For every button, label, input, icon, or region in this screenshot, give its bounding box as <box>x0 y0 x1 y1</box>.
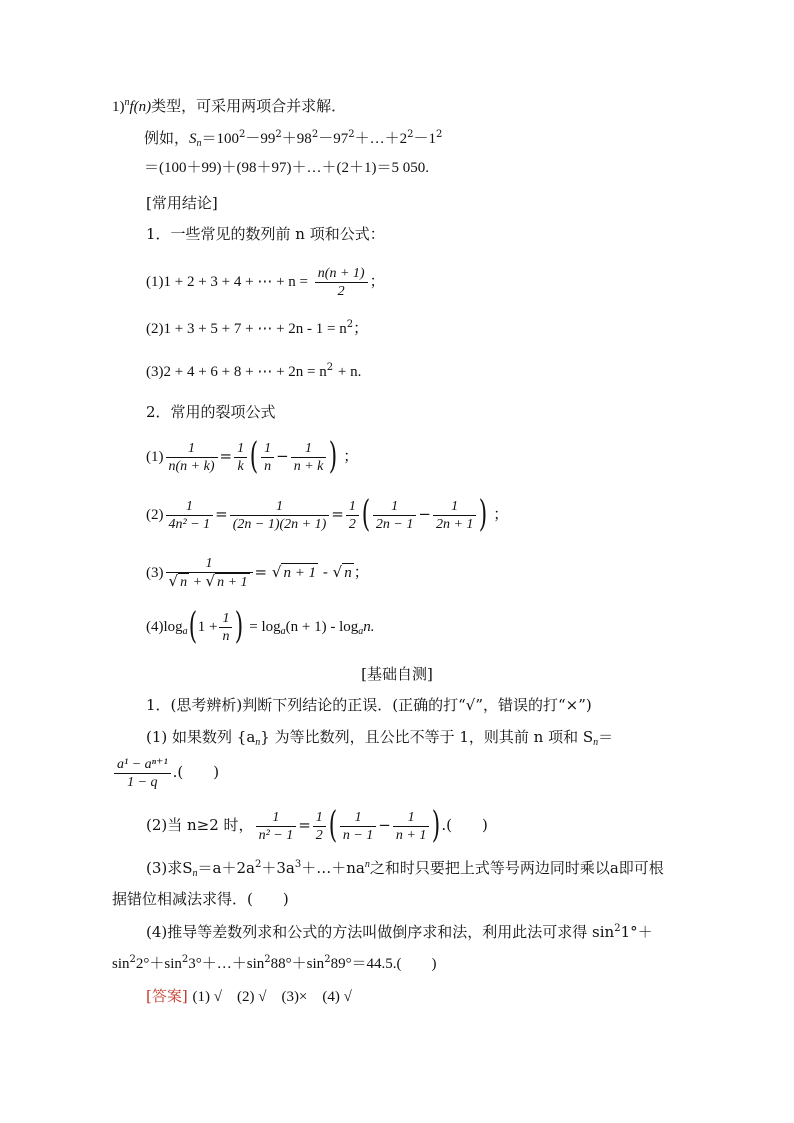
denominator: n + 1 <box>395 827 427 843</box>
text: ＋3a <box>261 859 295 877</box>
question-item <box>146 858 664 878</box>
section-heading: [常用结论] <box>146 194 218 212</box>
answer-text: (1) √ (2) √ (3)× (4) √ <box>192 989 352 1005</box>
text: －1 <box>413 131 436 147</box>
text: 89°＝44.5.( ) <box>330 956 437 972</box>
numerator: 1 <box>230 498 330 516</box>
fraction <box>219 610 232 645</box>
text: (2) <box>146 507 164 523</box>
denominator: n <box>222 628 230 644</box>
denominator: 2 <box>348 516 356 532</box>
text: ； <box>353 563 369 581</box>
fraction <box>234 440 247 475</box>
numerator: 1 <box>166 498 214 516</box>
text: (1) 如果数列 {a <box>146 728 256 746</box>
formula-line <box>146 361 361 382</box>
question-item-continued <box>112 752 219 792</box>
numerator: 1 <box>373 498 416 516</box>
radical-sign: √ <box>271 563 282 581</box>
left-paren: ( <box>361 494 371 535</box>
numerator: 1 <box>433 498 476 516</box>
superscript: 2 <box>435 129 443 140</box>
denominator: k <box>237 458 244 474</box>
fraction <box>166 440 218 475</box>
text: (n + 1) - log <box>285 619 359 635</box>
text: ＝ <box>598 728 614 746</box>
radicand: n <box>344 565 352 581</box>
text: S <box>189 131 197 147</box>
denominator: 2n − 1 <box>375 516 414 532</box>
radicand: n <box>180 574 188 590</box>
question: 1．(思考辨析)判断下列结论的正误．(正确的打“√”，错误的打“×”) <box>146 696 592 714</box>
radical-sign: √ <box>205 571 216 590</box>
text: f(n) <box>129 99 152 115</box>
superscript: 2 <box>275 129 282 140</box>
denominator: 1 − q <box>127 774 158 790</box>
text: －99 <box>245 131 276 147</box>
text-line: 2．常用的裂项公式 <box>146 403 276 421</box>
superscript: 2 <box>348 129 355 140</box>
superscript: 2 <box>326 362 334 373</box>
fraction <box>346 498 359 533</box>
radicand: n + 1 <box>217 574 248 590</box>
fraction <box>313 809 326 844</box>
text: 类型，可采用两项合并求解． <box>151 97 347 115</box>
superscript: 2 <box>181 954 189 965</box>
subscript: n <box>192 868 198 879</box>
right-paren: ) <box>235 606 244 647</box>
denominator: n <box>264 458 272 474</box>
fraction <box>256 809 297 844</box>
text: ＝100 <box>201 131 240 147</box>
text: 1°＋ <box>620 923 653 941</box>
text: ＋…＋2 <box>354 131 408 147</box>
right-paren: ) <box>479 494 488 535</box>
denominator: √ n + √ n + 1 <box>168 571 248 590</box>
numerator: 1 <box>256 809 297 827</box>
formula-line <box>146 318 368 339</box>
fraction <box>315 265 368 300</box>
text-line <box>112 96 346 117</box>
text: ＝a＋2a <box>197 859 255 877</box>
text: 1) <box>112 99 125 115</box>
text: + n. <box>337 364 362 380</box>
superscript: 2 <box>346 319 354 330</box>
superscript: 3 <box>294 859 302 870</box>
text: sin <box>112 956 130 972</box>
superscript: n <box>124 97 130 108</box>
numerator: a¹ − aⁿ⁺¹ <box>114 756 171 774</box>
fraction <box>261 440 274 475</box>
denominator: (2n − 1)(2n + 1) <box>232 516 327 532</box>
formula-line: (1) $\frac{1}{n(n + k)}$ = $\frac{1}{k}$ ( $\frac{1}{n}$ − $\frac{1}{n + k}$ ) ； <box>146 436 359 477</box>
section-heading: [基础自测] <box>361 665 433 683</box>
text: (1)1 + 2 + 3 + 4 + ⋯ + n = <box>146 274 308 290</box>
text: ； <box>343 447 359 465</box>
subscript: a <box>182 626 188 637</box>
question-item: (2)当 n≥2 时， $\frac{1}{\text{n² − 1}}$ = $\frac{1}{2}$ ( $\frac{1}{n - 1}$ − $\frac{1}{n + 1}$ ).( ) <box>146 805 488 846</box>
fraction <box>114 756 171 791</box>
text: (3)2 + 4 + 6 + 8 + ⋯ + 2n = n <box>146 364 327 380</box>
text: (3)求S <box>146 859 193 877</box>
text: 之和时只要把上式等号两边同时乘以a即可根 <box>369 859 664 877</box>
formula-line: (3) $\frac{1}{√ n + √ n + 1}$ = √ n + 1 - √ n ； <box>146 555 369 590</box>
formula-line <box>146 606 375 647</box>
denominator: n + k <box>293 458 324 474</box>
numerator: 1 <box>291 440 327 458</box>
subscript: a <box>280 626 286 637</box>
text-line: 1．一些常见的数列前 n 项和公式： <box>146 225 385 243</box>
denominator: 4n² − 1 <box>168 516 211 532</box>
answer-blank[interactable]: .( ) <box>441 816 488 834</box>
left-paren: ( <box>249 436 259 477</box>
denominator: n − 1 <box>342 827 374 843</box>
text: －97 <box>318 131 349 147</box>
superscript: 2 <box>311 129 319 140</box>
text: ； <box>493 505 509 523</box>
superscript: 2 <box>614 923 621 934</box>
text-line <box>144 128 442 149</box>
denominator: 2 <box>337 283 345 299</box>
subscript: a <box>358 626 364 637</box>
text: n. <box>363 619 375 635</box>
numerator: 1 <box>340 809 376 827</box>
text: ＋98 <box>281 131 312 147</box>
text: (3) <box>146 565 164 581</box>
text: 例如， <box>144 129 190 147</box>
text-line: ＝(100＋99)＋(98＋97)＋…＋(2＋1)＝5 050. <box>144 160 429 176</box>
numerator: 1 <box>261 440 274 458</box>
superscript: 2 <box>239 129 246 140</box>
answer-line <box>146 986 352 1007</box>
answer-blank[interactable]: .( ) <box>172 763 220 781</box>
radicand: n + 1 <box>283 565 317 581</box>
superscript: 2 <box>254 859 262 870</box>
radical-sign: √ <box>332 563 343 581</box>
numerator: 1 <box>166 555 253 573</box>
left-paren: ( <box>188 606 197 647</box>
text: ； <box>369 272 385 290</box>
text: } 为等比数列，且公比不等于 1，则其前 n 项和 S <box>260 728 594 746</box>
numerator: 1 <box>234 440 247 458</box>
superscript: 2 <box>324 954 331 965</box>
denominator: 2n + 1 <box>435 516 474 532</box>
text: (1) <box>146 449 164 465</box>
text: = log <box>249 619 281 635</box>
formula-line: (2) $\frac{1}{\text{4n² − 1}}$ = $\frac{1}{(2n - 1)(2n + 1)}$ = $\frac{1}{2}$ ( $\frac{1}{2n - 1}$ − $\frac{1}{2n + 1}$ ) ； <box>146 494 509 535</box>
denominator: n² − 1 <box>258 827 294 843</box>
fraction <box>393 809 429 844</box>
numerator: 1 <box>346 498 359 516</box>
text: ＋…＋na <box>301 859 365 877</box>
fraction <box>433 498 476 533</box>
superscript: 2 <box>264 954 271 965</box>
numerator: 1 <box>393 809 429 827</box>
question-item <box>146 727 613 747</box>
fraction <box>166 498 214 533</box>
fraction <box>230 498 330 533</box>
superscript: n <box>364 859 370 870</box>
text: 2°＋sin <box>135 956 182 972</box>
fraction <box>340 809 376 844</box>
subscript: n <box>593 737 599 748</box>
formula-line <box>146 262 385 301</box>
numerator: n(n + 1) <box>315 265 368 283</box>
text: (4)推导等差数列求和公式的方法叫做倒序求和法，利用此法可求得 sin <box>146 923 615 941</box>
question-item-continued <box>112 953 437 974</box>
fraction <box>291 440 327 475</box>
right-paren: ) <box>329 436 338 477</box>
right-paren: ) <box>432 805 441 846</box>
text: 3°＋…＋sin <box>188 956 265 972</box>
question-item <box>146 922 653 942</box>
superscript: 2 <box>407 129 414 140</box>
radical-sign: √ <box>168 571 179 590</box>
denominator: n(n + k) <box>168 458 215 474</box>
numerator: 1 <box>313 809 326 827</box>
left-paren: ( <box>328 805 338 846</box>
question-item-continued: 据错位相减法求得．( ) <box>112 890 289 908</box>
subscript: n <box>196 138 202 149</box>
fraction <box>166 555 253 592</box>
fraction <box>373 498 416 533</box>
subscript: n <box>255 737 261 748</box>
numerator: 1 <box>219 610 232 628</box>
numerator: 1 <box>166 440 218 458</box>
denominator: 2 <box>315 827 323 843</box>
answer-label: [答案] <box>146 987 188 1005</box>
text: (2)当 n≥2 时， <box>146 816 254 834</box>
text: ； <box>353 319 369 337</box>
text: (4)log <box>146 619 183 635</box>
text: 1 + <box>197 619 218 635</box>
superscript: 2 <box>129 954 136 965</box>
text: 88°＋sin <box>270 956 325 972</box>
text: (2)1 + 3 + 5 + 7 + ⋯ + 2n - 1 = n <box>146 321 347 337</box>
